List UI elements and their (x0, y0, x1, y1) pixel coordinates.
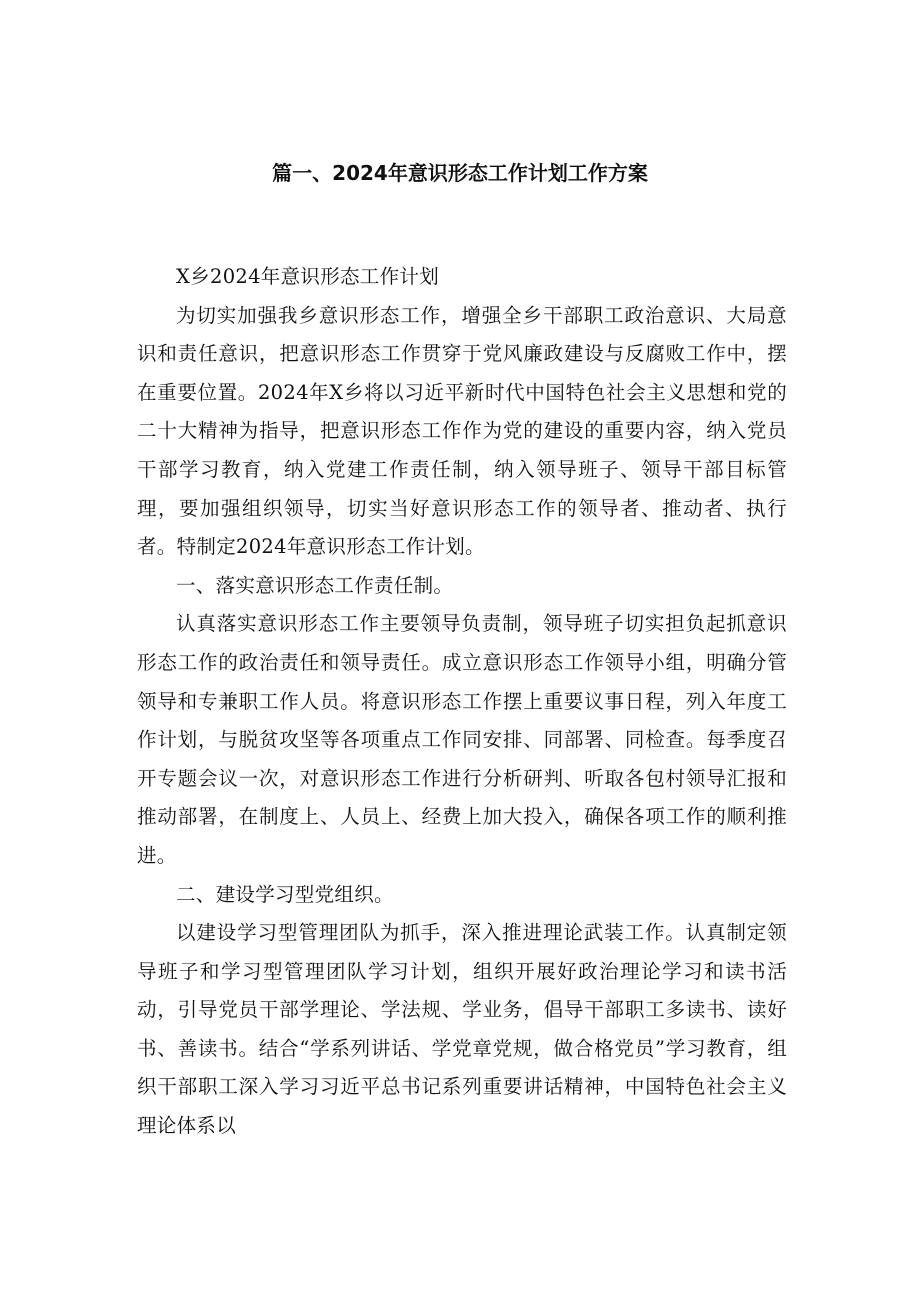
paragraph-intro: 为切实加强我乡意识形态工作，增强全乡干部职工政治意识、大局意识和责任意识，把意识形态工作贯穿于党风廉政建设与反腐败工作中，摆在重要位置。2024年X乡将以习近平新时代中国特色社会主义思想和党的二十大精神为指导，把意识形态工作作为党的建设的重要内容，纳入党员干部学习教育，纳入党建工作责任制，纳入领导班子、领导干部目标管理，要加强组织领导，切实当好意识形态工作的领导者、推动者、执行者。特制定2024年意识形态工作计划。 (137, 303, 787, 559)
paragraph-section-1: 认真落实意识形态工作主要领导负责制，领导班子切实担负起抓意识形态工作的政治责任和领导责任。成立意识形态工作领导小组，明确分管领导和专兼职工作人员。将意识形态工作摆上重要议事日程，列入年度工作计划，与脱贫攻坚等各项重点工作同安排、同部署、同检查。每季度召开专题会议一次，对意识形态工作进行分析研判、听取各包村领导汇报和推动部署，在制度上、人员上、经费上加大投入，确保各项工作的顺利推进。 (137, 612, 787, 867)
paragraph-section-2: 以建设学习型管理团队为抓手，深入推进理论武装工作。认真制定领导班子和学习型管理团队学习计划，组织开展好政治理论学习和读书活动，引导党员干部学理论、学法规、学业务，倡导干部职工多读书、读好书、善读书。结合“学系列讲话、学党章党规，做合格党员”学习教育，组织干部职工深入学习习近平总书记系列重要讲话精神，中国特色社会主义理论体系以 (137, 921, 787, 1138)
document-body (137, 258, 787, 1146)
document-title: 篇一、2024年意识形态工作计划工作方案 (272, 161, 648, 185)
section-heading-1: 一、落实意识形态工作责任制。 (176, 573, 454, 597)
section-heading-2: 二、建设学习型党组织。 (176, 882, 394, 906)
paragraph-plan-heading: X乡2024年意识形态工作计划 (176, 265, 440, 288)
